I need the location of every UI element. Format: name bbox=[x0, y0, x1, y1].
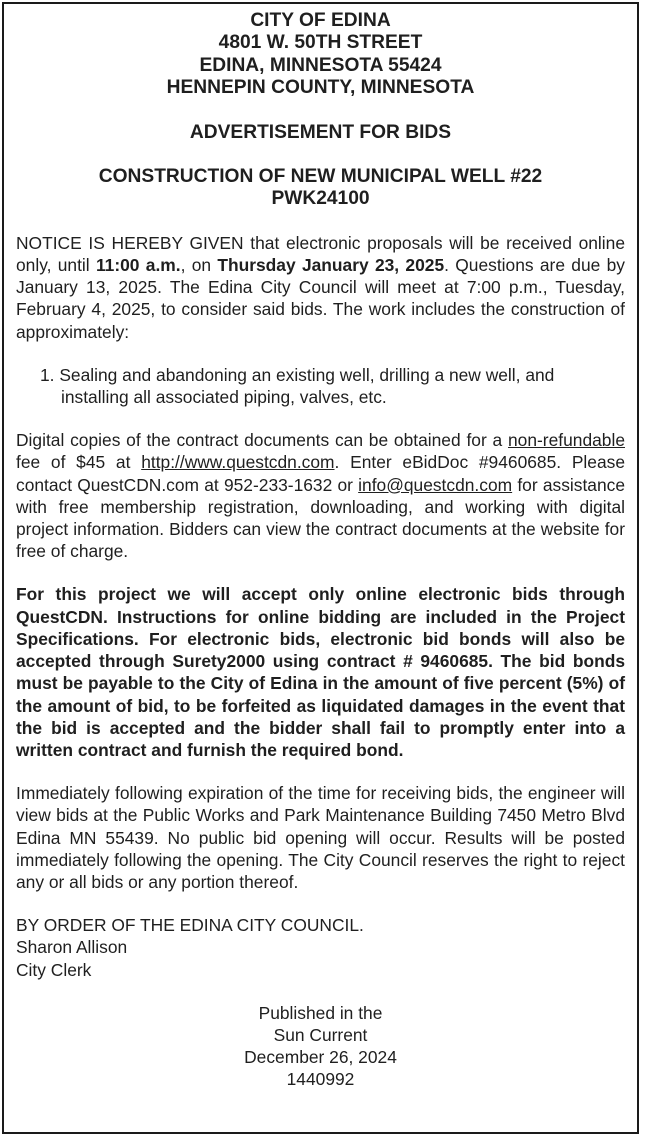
publication-info: Published in the Sun Current December 26, 2024 1440992 bbox=[16, 1002, 625, 1091]
bid-terms-paragraph: For this project we will accept only online electronic bids through QuestCDN. Instructions for online bidding are included in the Project Specifications. For electronic bids, electronic bid bonds will also be accepted through Surety2000 using contract # 9460685. The bid bonds must be payable to the City of Edina in the amount of five percent (5%) of the amount of bid, to be forfeited as liquidated damages in the event that the bid is accepted and the bidder shall fail to promptly enter into a written contract and furnish the required bond. bbox=[16, 584, 625, 760]
city-state-zip: EDINA, MINNESOTA 55424 bbox=[199, 54, 442, 76]
signer-title: City Clerk bbox=[16, 959, 92, 980]
signature-block bbox=[16, 914, 625, 981]
intro-paragraph: NOTICE IS HEREBY GIVEN that electronic proposals will be received online only, until 11:00 a.m., on Thursday January 23, 2025. Questions are due by January 13, 2025. The Edina City Council will meet at 7:00 p.m., Tuesday, February 4, 2025, to consider said bids. The work includes the construction of approximately: bbox=[16, 232, 625, 342]
list-item: 1. Sealing and abandoning an existing well, drilling a new well, and installing all associated piping, valves, etc. bbox=[40, 364, 555, 408]
work-items-list bbox=[16, 364, 625, 408]
project-number: PWK24100 bbox=[271, 188, 370, 210]
order-statement: BY ORDER OF THE EDINA CITY COUNCIL. bbox=[16, 915, 364, 936]
bid-opening-paragraph: Immediately following expiration of the time for receiving bids, the engineer will view bids at the Public Works and Park Maintenance Building 7450 Metro Blvd Edina MN 55439. No public bid opening will occur. Results will be posted immediately following the opening. The City Council reserves the right to reject any or all bids or any portion thereof. bbox=[16, 783, 625, 892]
questcdn-link[interactable]: http://www.questcdn.com bbox=[141, 452, 335, 473]
notice-title: ADVERTISEMENT FOR BIDS bbox=[189, 121, 452, 143]
project-title: CONSTRUCTION OF NEW MUNICIPAL WELL #22 bbox=[98, 166, 543, 188]
legal-notice bbox=[2, 2, 639, 1134]
publication-date: December 26, 2024 bbox=[244, 1047, 397, 1068]
notice-header bbox=[16, 10, 625, 211]
city-name: CITY OF EDINA bbox=[250, 10, 391, 31]
publication-name: Sun Current bbox=[273, 1024, 368, 1045]
non-refundable-text: non-refundable bbox=[508, 430, 625, 451]
county: HENNEPIN COUNTY, MINNESOTA bbox=[166, 77, 475, 99]
bid-deadline-time: 11:00 a.m. bbox=[95, 255, 181, 276]
signer-name: Sharon Allison bbox=[16, 937, 128, 958]
bid-deadline-date: Thursday January 23, 2025 bbox=[217, 255, 445, 276]
street-address: 4801 W. 50TH STREET bbox=[218, 32, 423, 54]
documents-paragraph: Digital copies of the contract documents can be obtained for a non-refundable fee of $45 at http://www.questcdn.com. Enter eBidDoc #9460685. Please contact QuestCDN.com at 952-233-1632 or info@questcdn.com for assistance with free membership registration, downloading, and working with digital project information. Bidders can view the contract documents at the website for free of charge. bbox=[16, 430, 626, 562]
email-link[interactable]: info@questcdn.com bbox=[358, 474, 513, 495]
publication-id: 1440992 bbox=[286, 1069, 355, 1090]
